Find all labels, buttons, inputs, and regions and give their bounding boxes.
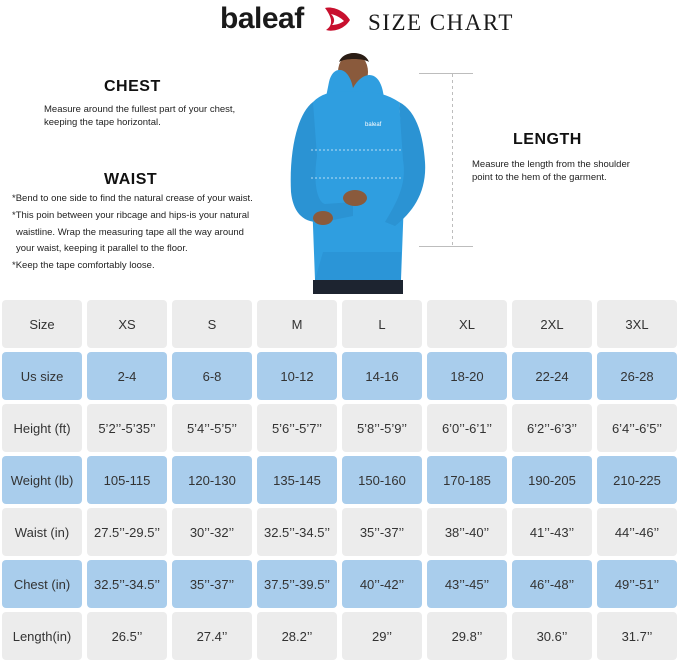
table-cell: 26-28 [597, 352, 677, 400]
table-cell: 22-24 [512, 352, 592, 400]
length-description-line: Measure the length from the shoulder [472, 159, 630, 170]
table-cell: 37.5’’-39.5’’ [257, 560, 337, 608]
table-cell: 27.5’’-29.5’’ [87, 508, 167, 556]
table-cell: 49’’-51’’ [597, 560, 677, 608]
table-cell: 120-130 [172, 456, 252, 504]
table-cell: 32.5’’-34.5’’ [87, 560, 167, 608]
table-row-label: Size [2, 300, 82, 348]
table-cell: 5’8’’-5’9’’ [342, 404, 422, 452]
table-cell: 190-205 [512, 456, 592, 504]
table-cell: XS [87, 300, 167, 348]
table-cell: XL [427, 300, 507, 348]
waist-instruction: *Keep the tape comfortably loose. [12, 260, 155, 271]
table-cell: 2XL [512, 300, 592, 348]
table-cell: 29’’ [342, 612, 422, 660]
table-cell: 5’6’’-5’7’’ [257, 404, 337, 452]
table-cell: 31.7’’ [597, 612, 677, 660]
table-cell: 43’’-45’’ [427, 560, 507, 608]
page-title: SIZE CHART [368, 10, 514, 35]
table-cell: 6’0’’-6’1’’ [427, 404, 507, 452]
length-bottom-line [419, 246, 473, 247]
table-row-label: Us size [2, 352, 82, 400]
table-cell: 210-225 [597, 456, 677, 504]
table-cell: S [172, 300, 252, 348]
table-cell: 27.4’’ [172, 612, 252, 660]
table-cell: 6’2’’-6’3’’ [512, 404, 592, 452]
table-cell: 135-145 [257, 456, 337, 504]
waist-instruction: waistline. Wrap the measuring tape all the way around [16, 227, 244, 238]
table-cell: 2-4 [87, 352, 167, 400]
table-cell: 32.5’’-34.5’’ [257, 508, 337, 556]
table-cell: 5’2’’-5’35’’ [87, 404, 167, 452]
length-heading: LENGTH [513, 131, 582, 148]
table-cell: 150-160 [342, 456, 422, 504]
table-row-label: Height (ft) [2, 404, 82, 452]
table-row-label: Chest (in) [2, 560, 82, 608]
length-description-line: point to the hem of the garment. [472, 172, 607, 183]
table-cell: 28.2’’ [257, 612, 337, 660]
waist-instruction: your waist, keeping it parallel to the floor. [16, 243, 188, 254]
table-cell: 26.5’’ [87, 612, 167, 660]
waist-instruction: *This poin between your ribcage and hips-is your natural [12, 210, 250, 221]
model-hoodie-photo [283, 52, 443, 294]
table-cell: 30’’-32’’ [172, 508, 252, 556]
chest-description [44, 103, 235, 129]
table-cell: 5’4’’-5’5’’ [172, 404, 252, 452]
table-cell: 170-185 [427, 456, 507, 504]
length-description [472, 158, 630, 184]
table-row-label: Weight (lb) [2, 456, 82, 504]
waist-instruction: *Bend to one side to find the natural crease of your waist. [12, 193, 253, 204]
length-top-line [419, 73, 473, 74]
table-cell: 30.6’’ [512, 612, 592, 660]
brand-wordmark: baleaf [220, 2, 304, 35]
table-cell: 44’’-46’’ [597, 508, 677, 556]
table-cell: 35’’-37’’ [172, 560, 252, 608]
svg-text:baleaf: baleaf [365, 122, 382, 128]
table-cell: 35’’-37’’ [342, 508, 422, 556]
baleaf-logo-icon [322, 4, 354, 34]
chest-description-line: keeping the tape horizontal. [44, 117, 161, 128]
table-cell: 41’’-43’’ [512, 508, 592, 556]
table-row-label: Waist (in) [2, 508, 82, 556]
table-cell: 18-20 [427, 352, 507, 400]
chest-description-line: Measure around the fullest part of your chest, [44, 104, 236, 115]
waist-heading: WAIST [104, 171, 158, 188]
table-cell: 40’’-42’’ [342, 560, 422, 608]
chest-heading: CHEST [104, 78, 161, 95]
table-cell: 6-8 [172, 352, 252, 400]
table-cell: 3XL [597, 300, 677, 348]
table-row-label: Length(in) [2, 612, 82, 660]
table-cell: 105-115 [87, 456, 167, 504]
table-cell: 38’’-40’’ [427, 508, 507, 556]
table-cell: M [257, 300, 337, 348]
header [0, 0, 679, 44]
table-cell: 29.8’’ [427, 612, 507, 660]
table-cell: 14-16 [342, 352, 422, 400]
table-cell: 46’’-48’’ [512, 560, 592, 608]
table-cell: 6’4’’-6’5’’ [597, 404, 677, 452]
table-cell: 10-12 [257, 352, 337, 400]
table-cell: L [342, 300, 422, 348]
length-dimension-line [452, 74, 453, 246]
